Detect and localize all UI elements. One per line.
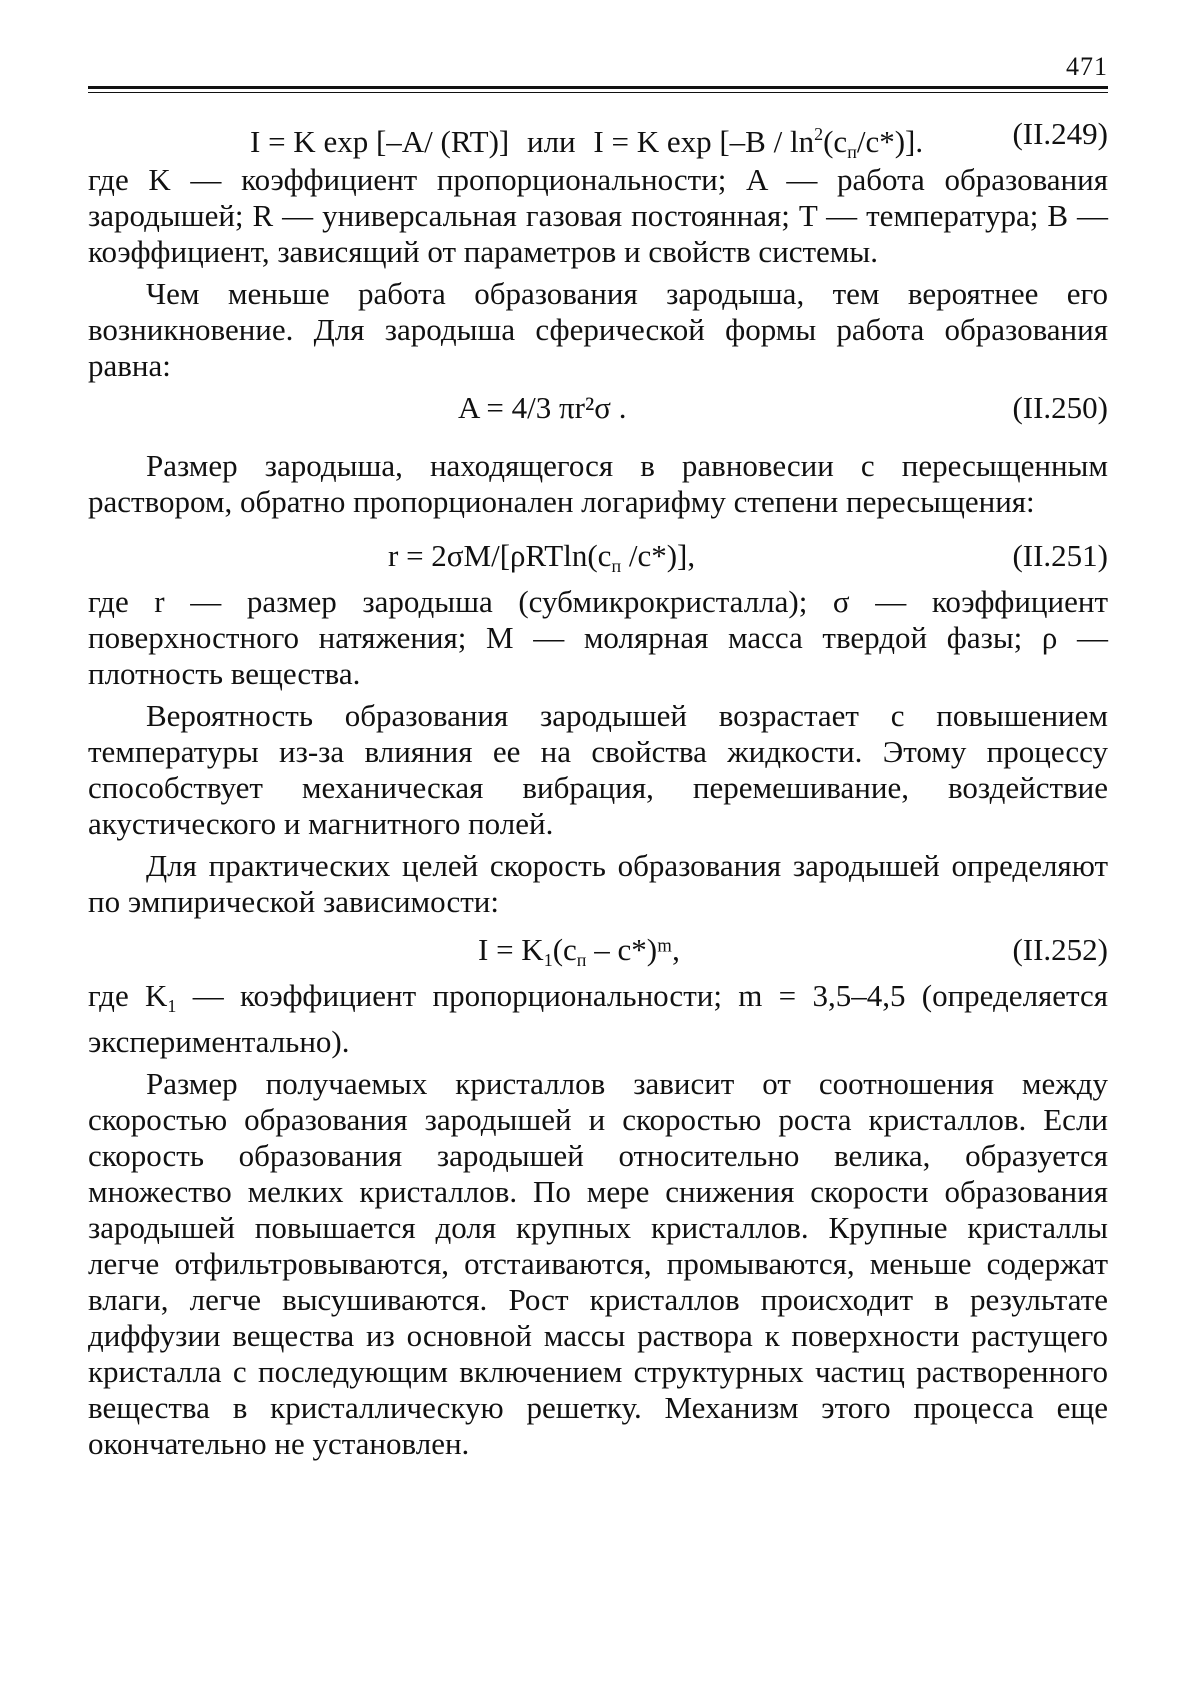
formula-ii-250-expression: A = 4/3 πr²σ . [458, 390, 627, 425]
paragraph-definitions-252: где $K_1$ — коэффициент пропорциональности; m = 3,5–4,5 (определяется экспериментально). [88, 978, 1108, 1059]
paragraph-empirical: Для практических целей скорость образования зародышей определяют по эмпирической зависимости: [88, 848, 1108, 919]
formula-ii-250-number: (II.250) [1012, 390, 1108, 425]
formula-ii-252-expression: $I = K_1(c_п$ – c*)ᵐ, [478, 932, 680, 970]
formula-ii-252-number: (II.252) [1012, 932, 1108, 967]
formula-ii-252 [88, 930, 1108, 974]
paragraph-definitions-251: где r — размер зародыша (субмикрокристалла); σ — коэффициент поверхностного натяжения; M — молярная масса твердой фазы; ρ — плотность вещества. [88, 584, 1108, 691]
paragraph-definitions-249: где K — коэффициент пропорциональности; A — работа образования зародышей; R — универсальная газовая постоянная; T — температура; B — коэффициент, зависящий от параметров и свойств системы. [88, 162, 1108, 269]
formula-ii-249-number: (II.249) [1012, 116, 1108, 151]
paragraph-probability: Вероятность образования зародышей возрастает с повышением температуры из-за влияния ее на свойства жидкости. Этому процессу способствует механическая вибрация, перемешивание, воздействие акустического и магнитного полей. [88, 698, 1108, 841]
paragraph-work-of-formation: Чем меньше работа образования зародыша, тем вероятнее его возникновение. Для зародыша сферической формы работа образования равна: [88, 276, 1108, 383]
formula-ii-251-number: (II.251) [1012, 538, 1108, 573]
page-number: 471 [1066, 52, 1108, 81]
header-rule [88, 86, 1108, 89]
formula-ii-251-expression: $r = 2\sigma M/[\rho RTln(c_п$ /c*)], [388, 538, 696, 576]
page-content [88, 110, 1108, 1462]
paragraph-crystal-size: Размер получаемых кристаллов зависит от соотношения между скоростью образования зародышей и скоростью роста кристаллов. Если скорость образования зародышей относительно велика, образуется множество мелких кристаллов. По мере снижения скорости образования зародышей повышается доля крупных кристаллов. Крупные кристаллы легче отфильтровываются, отстаиваются, промываются, меньше содержат влаги, легче высушиваются. Рост кристаллов происходит в результате диффузии вещества из основной массы раствора к поверхности растущего кристалла с последующим включением структурных частиц растворенного вещества в кристаллическую решетку. Механизм этого процесса еще окончательно не установлен. [88, 1066, 1108, 1461]
formula-ii-250 [88, 388, 1108, 432]
formula-ii-251 [88, 536, 1108, 580]
formula-ii-249-expression: I = K exp [–A/ (RT)] или I = K $\exp [-B / \ln^2(c_п/c*)]$. [250, 124, 924, 162]
paragraph-nucleus-size: Размер зародыша, находящегося в равновесии с пересыщенным раствором, обратно пропорционален логарифму степени пересыщения: [88, 448, 1108, 519]
formula-ii-249 [88, 114, 1108, 162]
